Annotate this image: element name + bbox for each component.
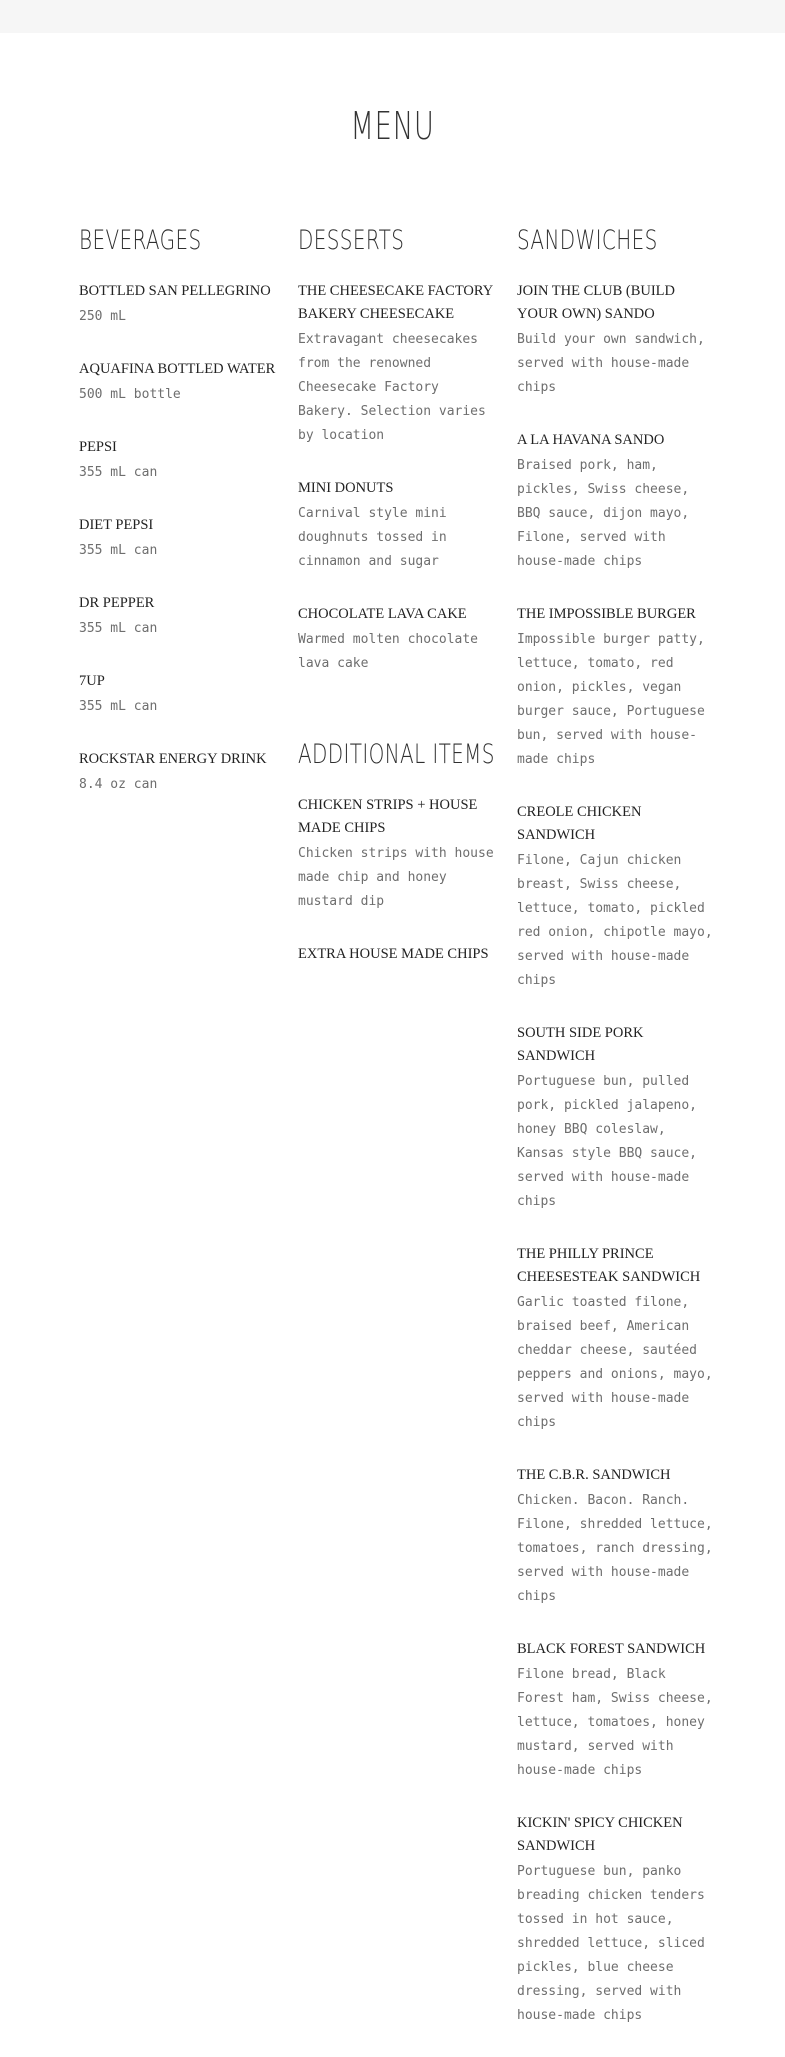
menu-item bbox=[298, 794, 498, 914]
menu-item bbox=[298, 603, 498, 676]
item-description: Build your own sandwich, served with house-made chips bbox=[517, 332, 705, 395]
item-name: 7UP bbox=[79, 673, 105, 689]
item-name: BOTTLED SAN PELLEGRINO bbox=[79, 283, 271, 299]
item-description: Garlic toasted filone, braised beef, American cheddar cheese, sautéed peppers and onions, mayo, served with house-made chips bbox=[517, 1295, 713, 1430]
top-bar bbox=[0, 0, 785, 33]
menu-item bbox=[517, 1812, 717, 2028]
menu-item bbox=[79, 670, 279, 719]
item-description: Portuguese bun, pulled pork, pickled jalapeno, honey BBQ coleslaw, Kansas style BBQ sauce, served with house-made chips bbox=[517, 1074, 698, 1209]
menu-item bbox=[79, 748, 279, 797]
item-description: 8.4 oz can bbox=[79, 777, 158, 792]
item-description: 355 mL can bbox=[79, 465, 158, 480]
menu-item bbox=[79, 592, 279, 641]
item-name: SOUTH SIDE PORK SANDWICH bbox=[517, 1025, 644, 1064]
item-name: THE IMPOSSIBLE BURGER bbox=[517, 606, 696, 622]
section-title-additional-items: ADDITIONAL ITEMS bbox=[298, 739, 495, 770]
menu-item bbox=[79, 280, 279, 329]
menu-item bbox=[517, 1464, 717, 1609]
beverages-column bbox=[79, 224, 279, 826]
item-description: 500 mL bottle bbox=[79, 387, 181, 402]
item-name: MINI DONUTS bbox=[298, 480, 394, 496]
menu-item bbox=[517, 1243, 717, 1435]
menu-item bbox=[79, 514, 279, 563]
item-name: PEPSI bbox=[79, 439, 117, 455]
menu-item bbox=[517, 1022, 717, 1214]
item-description: 355 mL can bbox=[79, 699, 158, 714]
item-name: KICKIN' SPICY CHICKEN SANDWICH bbox=[517, 1815, 683, 1854]
menu-item bbox=[517, 1638, 717, 1783]
item-description: Filone bread, Black Forest ham, Swiss cheese, lettuce, tomatoes, honey mustard, served with house-made chips bbox=[517, 1667, 713, 1778]
sandwiches-column bbox=[517, 224, 717, 2057]
item-name: BLACK FOREST SANDWICH bbox=[517, 1641, 706, 1657]
item-name: DIET PEPSI bbox=[79, 517, 154, 533]
item-description: Filone, Cajun chicken breast, Swiss cheese, lettuce, tomato, pickled red onion, chipotle mayo, served with house-made chips bbox=[517, 853, 713, 988]
item-name: CHOCOLATE LAVA CAKE bbox=[298, 606, 467, 622]
item-description: Portuguese bun, panko breading chicken tenders tossed in hot sauce, shredded lettuce, sliced pickles, blue cheese dressing, served with house-made chips bbox=[517, 1864, 705, 2023]
item-description: 355 mL can bbox=[79, 621, 158, 636]
menu-item bbox=[517, 603, 717, 772]
item-description: Chicken strips with house made chip and honey mustard dip bbox=[298, 846, 494, 909]
menu-item bbox=[517, 429, 717, 574]
item-description: Braised pork, ham, pickles, Swiss cheese, BBQ sauce, dijon mayo, Filone, served with house-made chips bbox=[517, 458, 690, 569]
item-name: JOIN THE CLUB (BUILD YOUR OWN) SANDO bbox=[517, 283, 676, 322]
menu-item bbox=[517, 280, 717, 400]
menu-item bbox=[298, 943, 498, 966]
section-title-desserts: DESSERTS bbox=[298, 225, 405, 256]
menu-item bbox=[517, 801, 717, 993]
menu-item bbox=[298, 280, 498, 448]
additional-items-section bbox=[298, 738, 498, 966]
item-name: CREOLE CHICKEN SANDWICH bbox=[517, 804, 642, 843]
item-name: A LA HAVANA SANDO bbox=[517, 432, 665, 448]
menu-item bbox=[79, 358, 279, 407]
item-description: Warmed molten chocolate lava cake bbox=[298, 632, 479, 671]
item-description: Carnival style mini doughnuts tossed in cinnamon and sugar bbox=[298, 506, 447, 569]
menu-item bbox=[79, 436, 279, 485]
section-title-sandwiches: SANDWICHES bbox=[517, 225, 658, 256]
item-description: Extravagant cheesecakes from the renowned Cheesecake Factory Bakery. Selection varies by location bbox=[298, 332, 486, 443]
item-description: Chicken. Bacon. Ranch. Filone, shredded lettuce, tomatoes, ranch dressing, served with house-made chips bbox=[517, 1493, 713, 1604]
item-name: DR PEPPER bbox=[79, 595, 155, 611]
page-title: MENU bbox=[350, 104, 435, 148]
item-name: ROCKSTAR ENERGY DRINK bbox=[79, 751, 267, 767]
item-name: THE CHEESECAKE FACTORY BAKERY CHEESECAKE bbox=[298, 283, 493, 322]
item-name: AQUAFINA BOTTLED WATER bbox=[79, 361, 276, 377]
item-description: 250 mL bbox=[79, 309, 126, 324]
item-name: EXTRA HOUSE MADE CHIPS bbox=[298, 946, 489, 962]
item-description: Impossible burger patty, lettuce, tomato, red onion, pickles, vegan burger sauce, Portuguese bun, served with house-made chips bbox=[517, 632, 705, 767]
menu-item bbox=[298, 477, 498, 574]
desserts-column bbox=[298, 224, 498, 995]
item-name: THE C.B.R. SANDWICH bbox=[517, 1467, 671, 1483]
item-name: THE PHILLY PRINCE CHEESESTEAK SANDWICH bbox=[517, 1246, 701, 1285]
item-name: CHICKEN STRIPS + HOUSE MADE CHIPS bbox=[298, 797, 478, 836]
item-description: 355 mL can bbox=[79, 543, 158, 558]
section-title-beverages: BEVERAGES bbox=[79, 225, 202, 256]
